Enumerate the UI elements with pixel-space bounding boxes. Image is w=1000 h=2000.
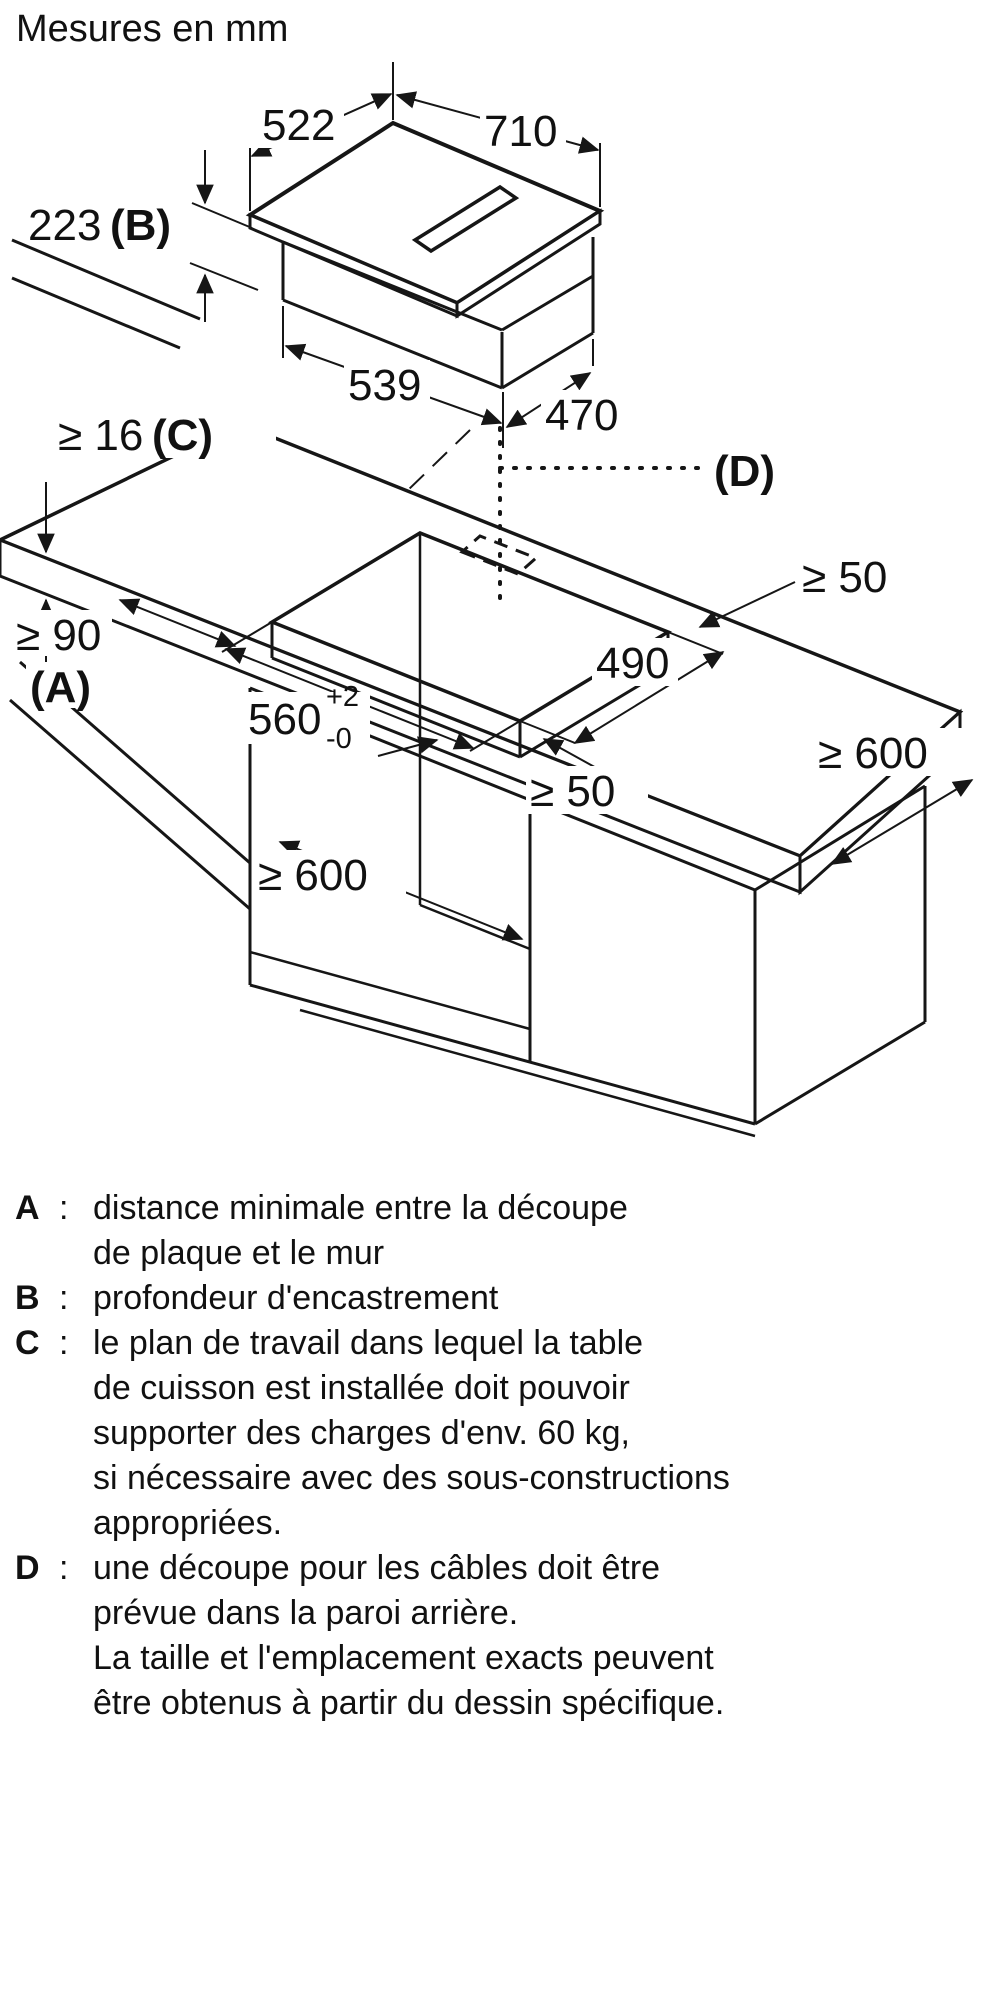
dim-50-rear: ≥ 50 xyxy=(802,553,888,602)
legend-c-line2: de cuisson est installée doit pouvoir xyxy=(93,1369,630,1407)
dim-16-ref: (C) xyxy=(152,411,214,460)
legend-b-line1: profondeur d'encastrement xyxy=(93,1279,499,1317)
dim-600-width: ≥ 600 xyxy=(258,851,368,900)
legend xyxy=(15,1186,985,1726)
installation-view xyxy=(0,424,960,1136)
dim-470: 470 xyxy=(545,391,619,440)
dim-d-ref: (D) xyxy=(714,447,776,496)
legend-entry-a: A : distance minimale entre la découpe de plaque et le mur xyxy=(15,1186,985,1276)
dim-560-tol-minus: -0 xyxy=(326,723,352,755)
dim-522: 522 xyxy=(262,101,336,150)
page-title: Mesures en mm xyxy=(16,8,289,50)
dim-223-ref: (B) xyxy=(110,201,172,250)
dim-90-ref: (A) xyxy=(30,663,92,712)
dim-539: 539 xyxy=(348,361,422,410)
top-view-hob xyxy=(12,123,600,388)
dim-50-front: ≥ 50 xyxy=(530,767,616,816)
legend-c-line1: le plan de travail dans lequel la table xyxy=(93,1324,644,1362)
dim-560: 560 xyxy=(248,695,322,744)
legend-a-line1: distance minimale entre la découpe xyxy=(93,1189,628,1227)
top-view-labels xyxy=(28,100,627,440)
legend-d-line2: prévue dans la paroi arrière. xyxy=(93,1594,519,1632)
legend-c-line4: si nécessaire avec des sous-constructions xyxy=(93,1459,730,1497)
dim-90: ≥ 90 xyxy=(16,611,102,660)
wall-line-top xyxy=(12,240,200,348)
dim-16: ≥ 16 xyxy=(58,411,144,460)
legend-d-line1: une découpe pour les câbles doit être xyxy=(93,1549,661,1587)
dim-490: 490 xyxy=(596,639,670,688)
legend-entry-c: C : le plan de travail dans lequel la table de cuisson est installée doit pouvoir supporter des charges d'env. 60 kg, si nécessaire avec des sous-constructions appropriées. xyxy=(15,1321,985,1546)
legend-c-line3: supporter des charges d'env. 60 kg, xyxy=(93,1414,630,1452)
dim-560-tol-plus: +2 xyxy=(326,681,360,713)
dim-600-depth: ≥ 600 xyxy=(818,729,928,778)
legend-entry-d: D : une découpe pour les câbles doit être prévue dans la paroi arrière. La taille et l'emplacement exacts peuvent être obtenus à partir du dessin spécifique. xyxy=(15,1546,985,1726)
legend-entry-b: B : profondeur d'encastrement xyxy=(15,1276,985,1321)
dim-223: 223 xyxy=(28,201,102,250)
legend-a-line2: de plaque et le mur xyxy=(93,1234,385,1272)
dim-710: 710 xyxy=(484,107,558,156)
legend-d-line4: être obtenus à partir du dessin spécifique. xyxy=(93,1684,725,1722)
legend-c-line5: appropriées. xyxy=(93,1504,283,1542)
legend-d-line3: La taille et l'emplacement exacts peuvent xyxy=(93,1639,714,1677)
